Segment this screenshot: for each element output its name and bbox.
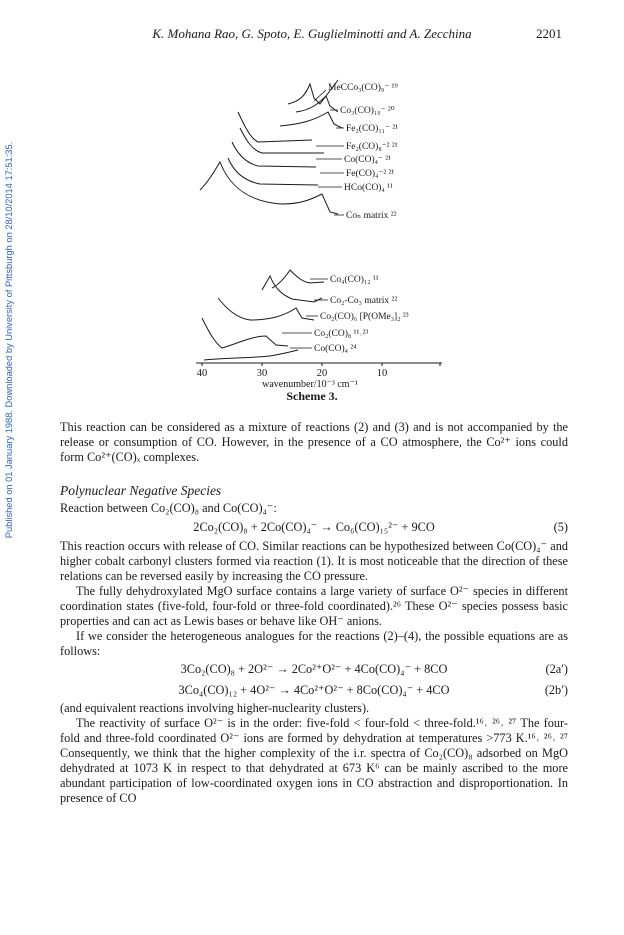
- tick-label-10: 10: [376, 368, 388, 379]
- trace-fe3co11: [280, 112, 342, 128]
- section-heading: Polynuclear Negative Species: [60, 483, 222, 498]
- paragraph: The reactivity of surface O²⁻ is in the order: five-fold < four-fold < three-fold.¹⁶˒ ²⁶˒ ²⁷ The four-fold and three-fold coordinated O²⁻ ions are formed by dehydration at temperatures >773 K.¹⁶˒ ²⁶˒ ²⁷ Consequently, we think that the higher complexity of the i.r. spectra of Co₂(CO)₈ adsorbed on MgO dehydrated at 1073 K in respect to that dehydrated at 673 K⁶ can be mainly ascribed to the more abundant participation of low-coordinated oxygen ions in CO abstraction and disproportionation. In presence of CO: [60, 716, 568, 805]
- trace-co2co6: [218, 298, 314, 320]
- equation-2b-text: 3Co₄(CO)₁₂ + 4O²⁻ → 4Co²⁺O²⁻ + 8Co(CO)₄⁻ + 4CO: [178, 683, 450, 697]
- tick-label-20: 20: [316, 368, 328, 379]
- equation-2b: [60, 683, 568, 698]
- trace-hcoco4: [228, 158, 318, 185]
- equation-2a-text: 3Co₂(CO)₈ + 2O²⁻ → 2Co²⁺O²⁻ + 4Co(CO)₄⁻ + 8CO: [180, 662, 448, 676]
- label-con-matrix: Coₙ matrix ²²: [346, 211, 397, 221]
- label-coco4: Co(CO)₄ ²⁴: [314, 344, 357, 354]
- trace-fe2co8: [238, 112, 312, 142]
- section: [60, 483, 568, 806]
- tick-label-30: 30: [256, 368, 268, 379]
- paragraph: The fully dehydroxylated MgO surface contains a large variety of surface O²⁻ species in different coordination states (five-fold, four-fold or three-fold coordinated).²⁶ These O²⁻ species possess basic properties and can act as Lewis bases or behave like OH⁻ anions.: [60, 584, 568, 628]
- trace-co2co3-matrix: [262, 276, 322, 302]
- equation-2a-number: (2a′): [545, 662, 568, 676]
- scheme-caption: Scheme 3.: [286, 389, 338, 403]
- page-number: 2201: [536, 26, 562, 41]
- label-mecco3: MeCCo₃(CO)₉⁻ ¹⁹: [328, 83, 398, 93]
- axis-label: wavenumber/10⁻³ cm⁻¹: [262, 379, 358, 390]
- equation-5: [60, 520, 568, 535]
- equation-5-text: 2Co₂(CO)₈ + 2Co(CO)₄⁻ → Co₆(CO)₁₅²⁻ + 9CO: [193, 520, 435, 534]
- label-feco4: Fe(CO)₄⁻² ²¹: [346, 169, 395, 179]
- body-text: [60, 420, 568, 465]
- paragraph: (and equivalent reactions involving higher-nuclearity clusters).: [60, 701, 370, 715]
- label-co2co8: Co₂(CO)₈ ¹¹˒²³: [314, 329, 369, 339]
- label-fe3co11: Fe₃(CO)₁₁⁻ ²¹: [346, 124, 399, 134]
- label-fe2co8: Fe₂(CO)₈⁻² ²¹: [346, 142, 398, 152]
- label-co2co6: Co₂(CO)₆ [P(OMe₃]₂ ²³: [320, 312, 409, 322]
- label-coco4-anion: Co(CO)₄⁻ ²¹: [344, 155, 392, 165]
- label-hcoco4: HCo(CO)₄ ¹¹: [344, 183, 393, 193]
- trace-con-matrix: [200, 162, 338, 214]
- label-co4co12: Co₄(CO)₁₂ ¹¹: [330, 275, 379, 285]
- trace-coco4: [204, 350, 298, 360]
- running-header-authors: K. Mohana Rao, G. Spoto, E. Guglielminotti and A. Zecchina: [152, 26, 472, 41]
- paragraph: This reaction can be considered as a mixture of reactions (2) and (3) and is not accompanied by the release or consumption of CO. However, in the presence of a CO atmosphere, the Co²⁺ ions could form Co²⁺(CO)ₓ complexes.: [60, 420, 568, 464]
- tick-label-40: 40: [196, 368, 208, 379]
- paragraph: If we consider the heterogeneous analogues for the reactions (2)–(4), the possible equations are as follows:: [60, 629, 568, 658]
- paragraph: This reaction occurs with release of CO. Similar reactions can be hypothesized between Co(CO)₄⁻ and higher cobalt carbonyl clusters formed via reaction (1). It is most noticeable that the direction of these relations can be reversed easily by increasing the CO pressure.: [60, 539, 568, 583]
- label-co3co10: Co₃(CO)₁₀⁻ ²⁰: [340, 106, 395, 116]
- download-notice-text: Published on 01 January 1988. Downloaded by University of Pittsburgh on 28/10/2014 17:51:35.: [4, 141, 14, 539]
- label-co2co3-matrix: Co₂-Co₃ matrix ²²: [330, 296, 398, 306]
- paragraph: Reaction between Co₂(CO)₈ and Co(CO)₄⁻:: [60, 501, 277, 515]
- equation-2b-number: (2b′): [544, 683, 568, 697]
- scheme-3-figure: [0, 0, 624, 400]
- trace-fe-anion: [232, 142, 316, 167]
- equation-5-number: (5): [553, 520, 568, 534]
- trace-co2co8: [202, 318, 288, 348]
- equation-2a: [60, 662, 568, 677]
